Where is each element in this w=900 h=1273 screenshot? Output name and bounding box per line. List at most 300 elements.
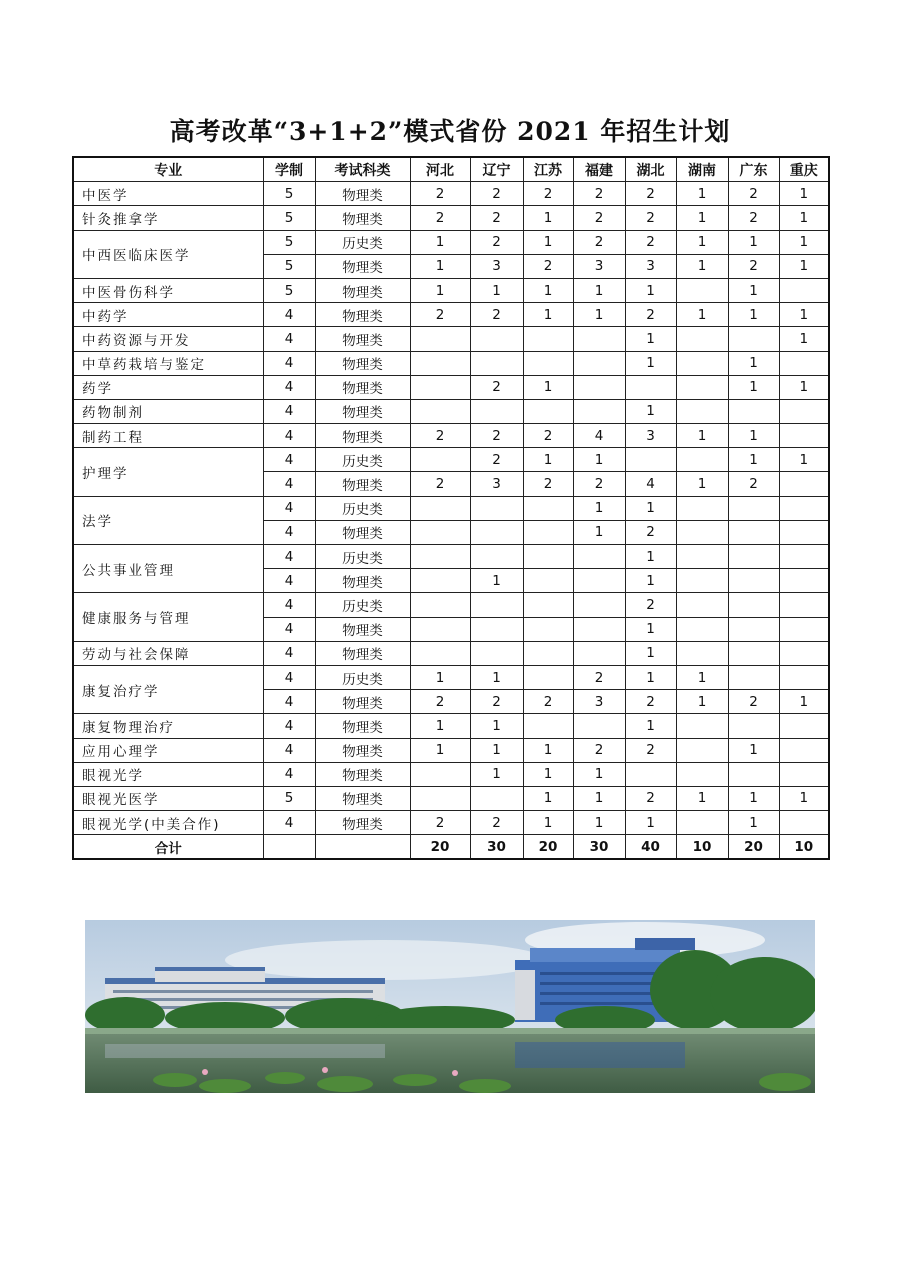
major-name: 中医骨伤科学 (73, 278, 263, 302)
category-cell: 物理类 (315, 278, 410, 302)
empty-cell (315, 835, 410, 860)
total-cell: 30 (470, 835, 523, 860)
quota-cell: 2 (625, 182, 676, 206)
quota-cell: 1 (410, 738, 470, 762)
major-name: 制药工程 (73, 424, 263, 448)
quota-cell (410, 641, 470, 665)
quota-cell (779, 278, 829, 302)
years-cell: 5 (263, 278, 315, 302)
quota-cell: 2 (728, 254, 779, 278)
years-cell: 4 (263, 762, 315, 786)
quota-cell: 2 (625, 206, 676, 230)
quota-cell (779, 617, 829, 641)
table-row (73, 351, 829, 375)
quota-cell: 2 (523, 424, 573, 448)
quota-cell: 2 (728, 206, 779, 230)
quota-cell (676, 327, 728, 351)
major-name: 针灸推拿学 (73, 206, 263, 230)
quota-cell (470, 399, 523, 423)
quota-cell (573, 569, 625, 593)
quota-cell: 1 (573, 448, 625, 472)
category-cell: 物理类 (315, 399, 410, 423)
quota-cell: 1 (470, 569, 523, 593)
table-row (73, 230, 829, 254)
quota-cell (470, 496, 523, 520)
quota-cell (779, 714, 829, 738)
category-cell: 物理类 (315, 690, 410, 714)
quota-cell: 2 (523, 472, 573, 496)
quota-cell (676, 617, 728, 641)
quota-cell (779, 424, 829, 448)
quota-cell: 3 (573, 254, 625, 278)
quota-cell (573, 641, 625, 665)
quota-cell: 1 (728, 351, 779, 375)
quota-cell (573, 327, 625, 351)
major-name: 眼视光学 (73, 762, 263, 786)
quota-cell (779, 641, 829, 665)
quota-cell (410, 327, 470, 351)
major-name: 应用心理学 (73, 738, 263, 762)
campus-photo (85, 920, 815, 1093)
years-cell: 4 (263, 351, 315, 375)
major-name: 康复物理治疗 (73, 714, 263, 738)
quota-cell (728, 327, 779, 351)
quota-cell (728, 641, 779, 665)
quota-cell: 1 (728, 786, 779, 810)
quota-cell: 2 (470, 690, 523, 714)
quota-cell (625, 448, 676, 472)
category-cell: 物理类 (315, 569, 410, 593)
total-cell: 10 (779, 835, 829, 860)
quota-cell (676, 375, 728, 399)
years-cell: 4 (263, 448, 315, 472)
quota-cell: 2 (728, 690, 779, 714)
years-cell: 4 (263, 520, 315, 544)
table-row (73, 714, 829, 738)
quota-cell (573, 375, 625, 399)
quota-cell (676, 351, 728, 375)
quota-cell (779, 665, 829, 689)
years-cell: 4 (263, 303, 315, 327)
major-name: 劳动与社会保障 (73, 641, 263, 665)
quota-cell (523, 714, 573, 738)
quota-cell (573, 593, 625, 617)
quota-cell (728, 593, 779, 617)
major-name: 中药学 (73, 303, 263, 327)
years-cell: 5 (263, 182, 315, 206)
category-cell: 历史类 (315, 448, 410, 472)
quota-cell (523, 641, 573, 665)
quota-cell (728, 762, 779, 786)
quota-cell: 1 (728, 303, 779, 327)
quota-cell: 2 (573, 738, 625, 762)
category-cell: 物理类 (315, 472, 410, 496)
quota-cell: 2 (573, 665, 625, 689)
table-row (73, 182, 829, 206)
major-name: 中西医临床医学 (73, 230, 263, 278)
quota-cell: 2 (470, 375, 523, 399)
quota-cell (410, 448, 470, 472)
quota-cell: 1 (523, 303, 573, 327)
quota-cell: 1 (410, 665, 470, 689)
major-name: 中草药栽培与鉴定 (73, 351, 263, 375)
quota-cell: 2 (625, 690, 676, 714)
quota-cell (676, 593, 728, 617)
table-row (73, 786, 829, 810)
quota-cell: 1 (573, 762, 625, 786)
years-cell: 4 (263, 472, 315, 496)
category-cell: 历史类 (315, 593, 410, 617)
years-cell: 4 (263, 327, 315, 351)
quota-cell (523, 593, 573, 617)
quota-cell (410, 762, 470, 786)
years-cell: 5 (263, 254, 315, 278)
quota-cell: 1 (676, 230, 728, 254)
quota-cell: 2 (410, 303, 470, 327)
quota-cell: 1 (676, 690, 728, 714)
quota-cell: 2 (410, 472, 470, 496)
table-row (73, 811, 829, 835)
quota-cell: 1 (728, 278, 779, 302)
quota-cell: 1 (625, 665, 676, 689)
quota-cell (410, 351, 470, 375)
quota-cell: 1 (523, 375, 573, 399)
quota-cell: 1 (779, 786, 829, 810)
quota-cell: 1 (523, 811, 573, 835)
quota-cell (523, 351, 573, 375)
quota-cell: 2 (728, 182, 779, 206)
quota-cell: 1 (676, 303, 728, 327)
quota-cell: 1 (676, 424, 728, 448)
total-cell: 40 (625, 835, 676, 860)
quota-cell: 2 (470, 424, 523, 448)
quota-cell: 2 (470, 303, 523, 327)
major-name: 药学 (73, 375, 263, 399)
quota-cell (523, 520, 573, 544)
quota-cell (410, 593, 470, 617)
table-row (73, 762, 829, 786)
quota-cell (470, 786, 523, 810)
major-name: 中药资源与开发 (73, 327, 263, 351)
major-name: 健康服务与管理 (73, 593, 263, 641)
category-cell: 历史类 (315, 545, 410, 569)
table-row (73, 545, 829, 569)
major-name: 眼视光学(中美合作) (73, 811, 263, 835)
quota-cell: 1 (625, 278, 676, 302)
quota-cell: 2 (410, 182, 470, 206)
quota-cell (779, 811, 829, 835)
quota-cell (410, 375, 470, 399)
column-header: 考试科类 (315, 157, 410, 182)
quota-cell: 2 (625, 786, 676, 810)
quota-cell (410, 786, 470, 810)
quota-cell: 1 (523, 278, 573, 302)
quota-cell: 1 (676, 206, 728, 230)
category-cell: 物理类 (315, 206, 410, 230)
quota-cell (779, 472, 829, 496)
total-label: 合计 (73, 835, 263, 860)
table-row (73, 738, 829, 762)
table-row (73, 593, 829, 617)
quota-cell: 3 (470, 254, 523, 278)
quota-cell (573, 351, 625, 375)
quota-cell (470, 351, 523, 375)
category-cell: 物理类 (315, 714, 410, 738)
quota-cell: 1 (728, 448, 779, 472)
quota-cell (779, 520, 829, 544)
category-cell: 物理类 (315, 327, 410, 351)
column-header: 湖南 (676, 157, 728, 182)
quota-cell (728, 545, 779, 569)
quota-cell: 2 (573, 230, 625, 254)
quota-cell (676, 569, 728, 593)
quota-cell: 1 (625, 496, 676, 520)
quota-cell: 1 (676, 182, 728, 206)
quota-cell (676, 714, 728, 738)
quota-cell (728, 665, 779, 689)
quota-cell (625, 375, 676, 399)
years-cell: 4 (263, 738, 315, 762)
quota-cell (573, 545, 625, 569)
quota-cell: 1 (573, 303, 625, 327)
years-cell: 5 (263, 206, 315, 230)
column-header: 福建 (573, 157, 625, 182)
column-header: 河北 (410, 157, 470, 182)
quota-cell: 1 (676, 472, 728, 496)
years-cell: 4 (263, 811, 315, 835)
quota-cell: 1 (625, 545, 676, 569)
quota-cell: 2 (470, 182, 523, 206)
quota-cell (779, 496, 829, 520)
column-header: 江苏 (523, 157, 573, 182)
quota-cell: 2 (625, 520, 676, 544)
category-cell: 物理类 (315, 762, 410, 786)
quota-cell (779, 762, 829, 786)
quota-cell: 2 (573, 206, 625, 230)
total-row (73, 835, 829, 860)
table-row (73, 206, 829, 230)
major-name: 药物制剂 (73, 399, 263, 423)
quota-cell: 1 (410, 714, 470, 738)
quota-cell (523, 665, 573, 689)
quota-cell: 1 (728, 375, 779, 399)
quota-cell: 1 (573, 811, 625, 835)
quota-cell (470, 520, 523, 544)
quota-cell: 1 (573, 278, 625, 302)
quota-cell: 2 (625, 738, 676, 762)
quota-cell: 3 (625, 254, 676, 278)
category-cell: 物理类 (315, 424, 410, 448)
column-header: 专业 (73, 157, 263, 182)
quota-cell (573, 399, 625, 423)
years-cell: 5 (263, 786, 315, 810)
quota-cell: 2 (470, 230, 523, 254)
quota-cell: 1 (728, 738, 779, 762)
quota-cell (410, 569, 470, 593)
category-cell: 历史类 (315, 496, 410, 520)
major-name: 护理学 (73, 448, 263, 496)
quota-cell: 1 (625, 327, 676, 351)
major-name: 法学 (73, 496, 263, 544)
quota-cell (728, 714, 779, 738)
quota-cell (470, 593, 523, 617)
category-cell: 物理类 (315, 351, 410, 375)
quota-cell: 2 (410, 424, 470, 448)
quota-cell: 1 (625, 399, 676, 423)
quota-cell (523, 617, 573, 641)
years-cell: 4 (263, 641, 315, 665)
quota-cell: 1 (523, 448, 573, 472)
quota-cell: 1 (779, 182, 829, 206)
category-cell: 物理类 (315, 786, 410, 810)
quota-cell: 2 (573, 182, 625, 206)
quota-cell (470, 641, 523, 665)
quota-cell (523, 496, 573, 520)
quota-cell (728, 496, 779, 520)
years-cell: 4 (263, 714, 315, 738)
years-cell: 4 (263, 569, 315, 593)
quota-cell: 2 (625, 230, 676, 254)
category-cell: 物理类 (315, 811, 410, 835)
major-name: 公共事业管理 (73, 545, 263, 593)
quota-cell: 1 (676, 254, 728, 278)
quota-cell: 2 (573, 472, 625, 496)
quota-cell (676, 545, 728, 569)
quota-cell (676, 399, 728, 423)
quota-cell: 2 (410, 811, 470, 835)
quota-cell: 4 (625, 472, 676, 496)
category-cell: 物理类 (315, 375, 410, 399)
quota-cell (573, 617, 625, 641)
quota-cell (779, 351, 829, 375)
quota-cell: 1 (728, 424, 779, 448)
quota-cell (523, 545, 573, 569)
quota-cell: 1 (523, 738, 573, 762)
quota-cell: 3 (470, 472, 523, 496)
major-name: 康复治疗学 (73, 665, 263, 713)
quota-cell (470, 327, 523, 351)
quota-cell: 1 (523, 762, 573, 786)
quota-cell: 2 (728, 472, 779, 496)
quota-cell: 1 (470, 278, 523, 302)
years-cell: 4 (263, 545, 315, 569)
quota-cell (779, 738, 829, 762)
quota-cell: 1 (728, 230, 779, 254)
major-name: 眼视光医学 (73, 786, 263, 810)
quota-cell: 1 (625, 569, 676, 593)
quota-cell (410, 496, 470, 520)
years-cell: 4 (263, 424, 315, 448)
table-row (73, 327, 829, 351)
quota-cell: 1 (573, 520, 625, 544)
quota-cell: 1 (410, 230, 470, 254)
quota-cell: 1 (523, 230, 573, 254)
quota-cell: 4 (573, 424, 625, 448)
quota-cell: 3 (573, 690, 625, 714)
quota-cell (728, 569, 779, 593)
quota-cell: 1 (676, 786, 728, 810)
quota-cell (728, 617, 779, 641)
quota-cell: 3 (625, 424, 676, 448)
table-row (73, 641, 829, 665)
quota-cell: 1 (573, 786, 625, 810)
quota-cell (523, 327, 573, 351)
quota-cell (728, 399, 779, 423)
years-cell: 4 (263, 617, 315, 641)
quota-cell: 1 (625, 811, 676, 835)
quota-cell: 2 (523, 690, 573, 714)
quota-cell: 1 (523, 786, 573, 810)
quota-cell: 1 (779, 375, 829, 399)
column-header: 学制 (263, 157, 315, 182)
quota-cell (779, 569, 829, 593)
quota-cell: 1 (779, 230, 829, 254)
years-cell: 4 (263, 375, 315, 399)
enrollment-plan-table (72, 156, 830, 860)
page-title: 高考改革“3+1+2”模式省份 2021 年招生计划 (169, 117, 731, 146)
quota-cell (410, 545, 470, 569)
quota-cell: 2 (625, 303, 676, 327)
years-cell: 4 (263, 496, 315, 520)
quota-cell: 2 (470, 811, 523, 835)
years-cell: 4 (263, 593, 315, 617)
table-row (73, 303, 829, 327)
quota-cell (676, 811, 728, 835)
quota-cell (470, 617, 523, 641)
years-cell: 4 (263, 690, 315, 714)
quota-cell (779, 593, 829, 617)
quota-cell: 2 (523, 254, 573, 278)
empty-cell (263, 835, 315, 860)
quota-cell: 1 (728, 811, 779, 835)
quota-cell (410, 520, 470, 544)
quota-cell: 1 (523, 206, 573, 230)
quota-cell: 1 (410, 254, 470, 278)
category-cell: 物理类 (315, 738, 410, 762)
table-row (73, 448, 829, 472)
quota-cell: 1 (625, 617, 676, 641)
quota-cell: 2 (625, 593, 676, 617)
column-header: 湖北 (625, 157, 676, 182)
quota-cell: 1 (779, 327, 829, 351)
quota-cell (573, 714, 625, 738)
total-cell: 20 (523, 835, 573, 860)
years-cell: 4 (263, 665, 315, 689)
quota-cell: 1 (779, 448, 829, 472)
quota-cell: 1 (410, 278, 470, 302)
major-name: 中医学 (73, 182, 263, 206)
table-row (73, 496, 829, 520)
quota-cell: 1 (573, 496, 625, 520)
quota-cell: 2 (410, 690, 470, 714)
quota-cell (523, 569, 573, 593)
quota-cell: 2 (470, 448, 523, 472)
quota-cell (676, 448, 728, 472)
category-cell: 历史类 (315, 230, 410, 254)
category-cell: 物理类 (315, 254, 410, 278)
quota-cell (779, 399, 829, 423)
quota-cell: 1 (625, 714, 676, 738)
category-cell: 物理类 (315, 641, 410, 665)
column-header: 辽宁 (470, 157, 523, 182)
quota-cell: 1 (779, 690, 829, 714)
table-row (73, 375, 829, 399)
total-cell: 20 (410, 835, 470, 860)
category-cell: 物理类 (315, 303, 410, 327)
quota-cell: 1 (779, 303, 829, 327)
table-header-row (73, 157, 829, 182)
quota-cell (676, 738, 728, 762)
